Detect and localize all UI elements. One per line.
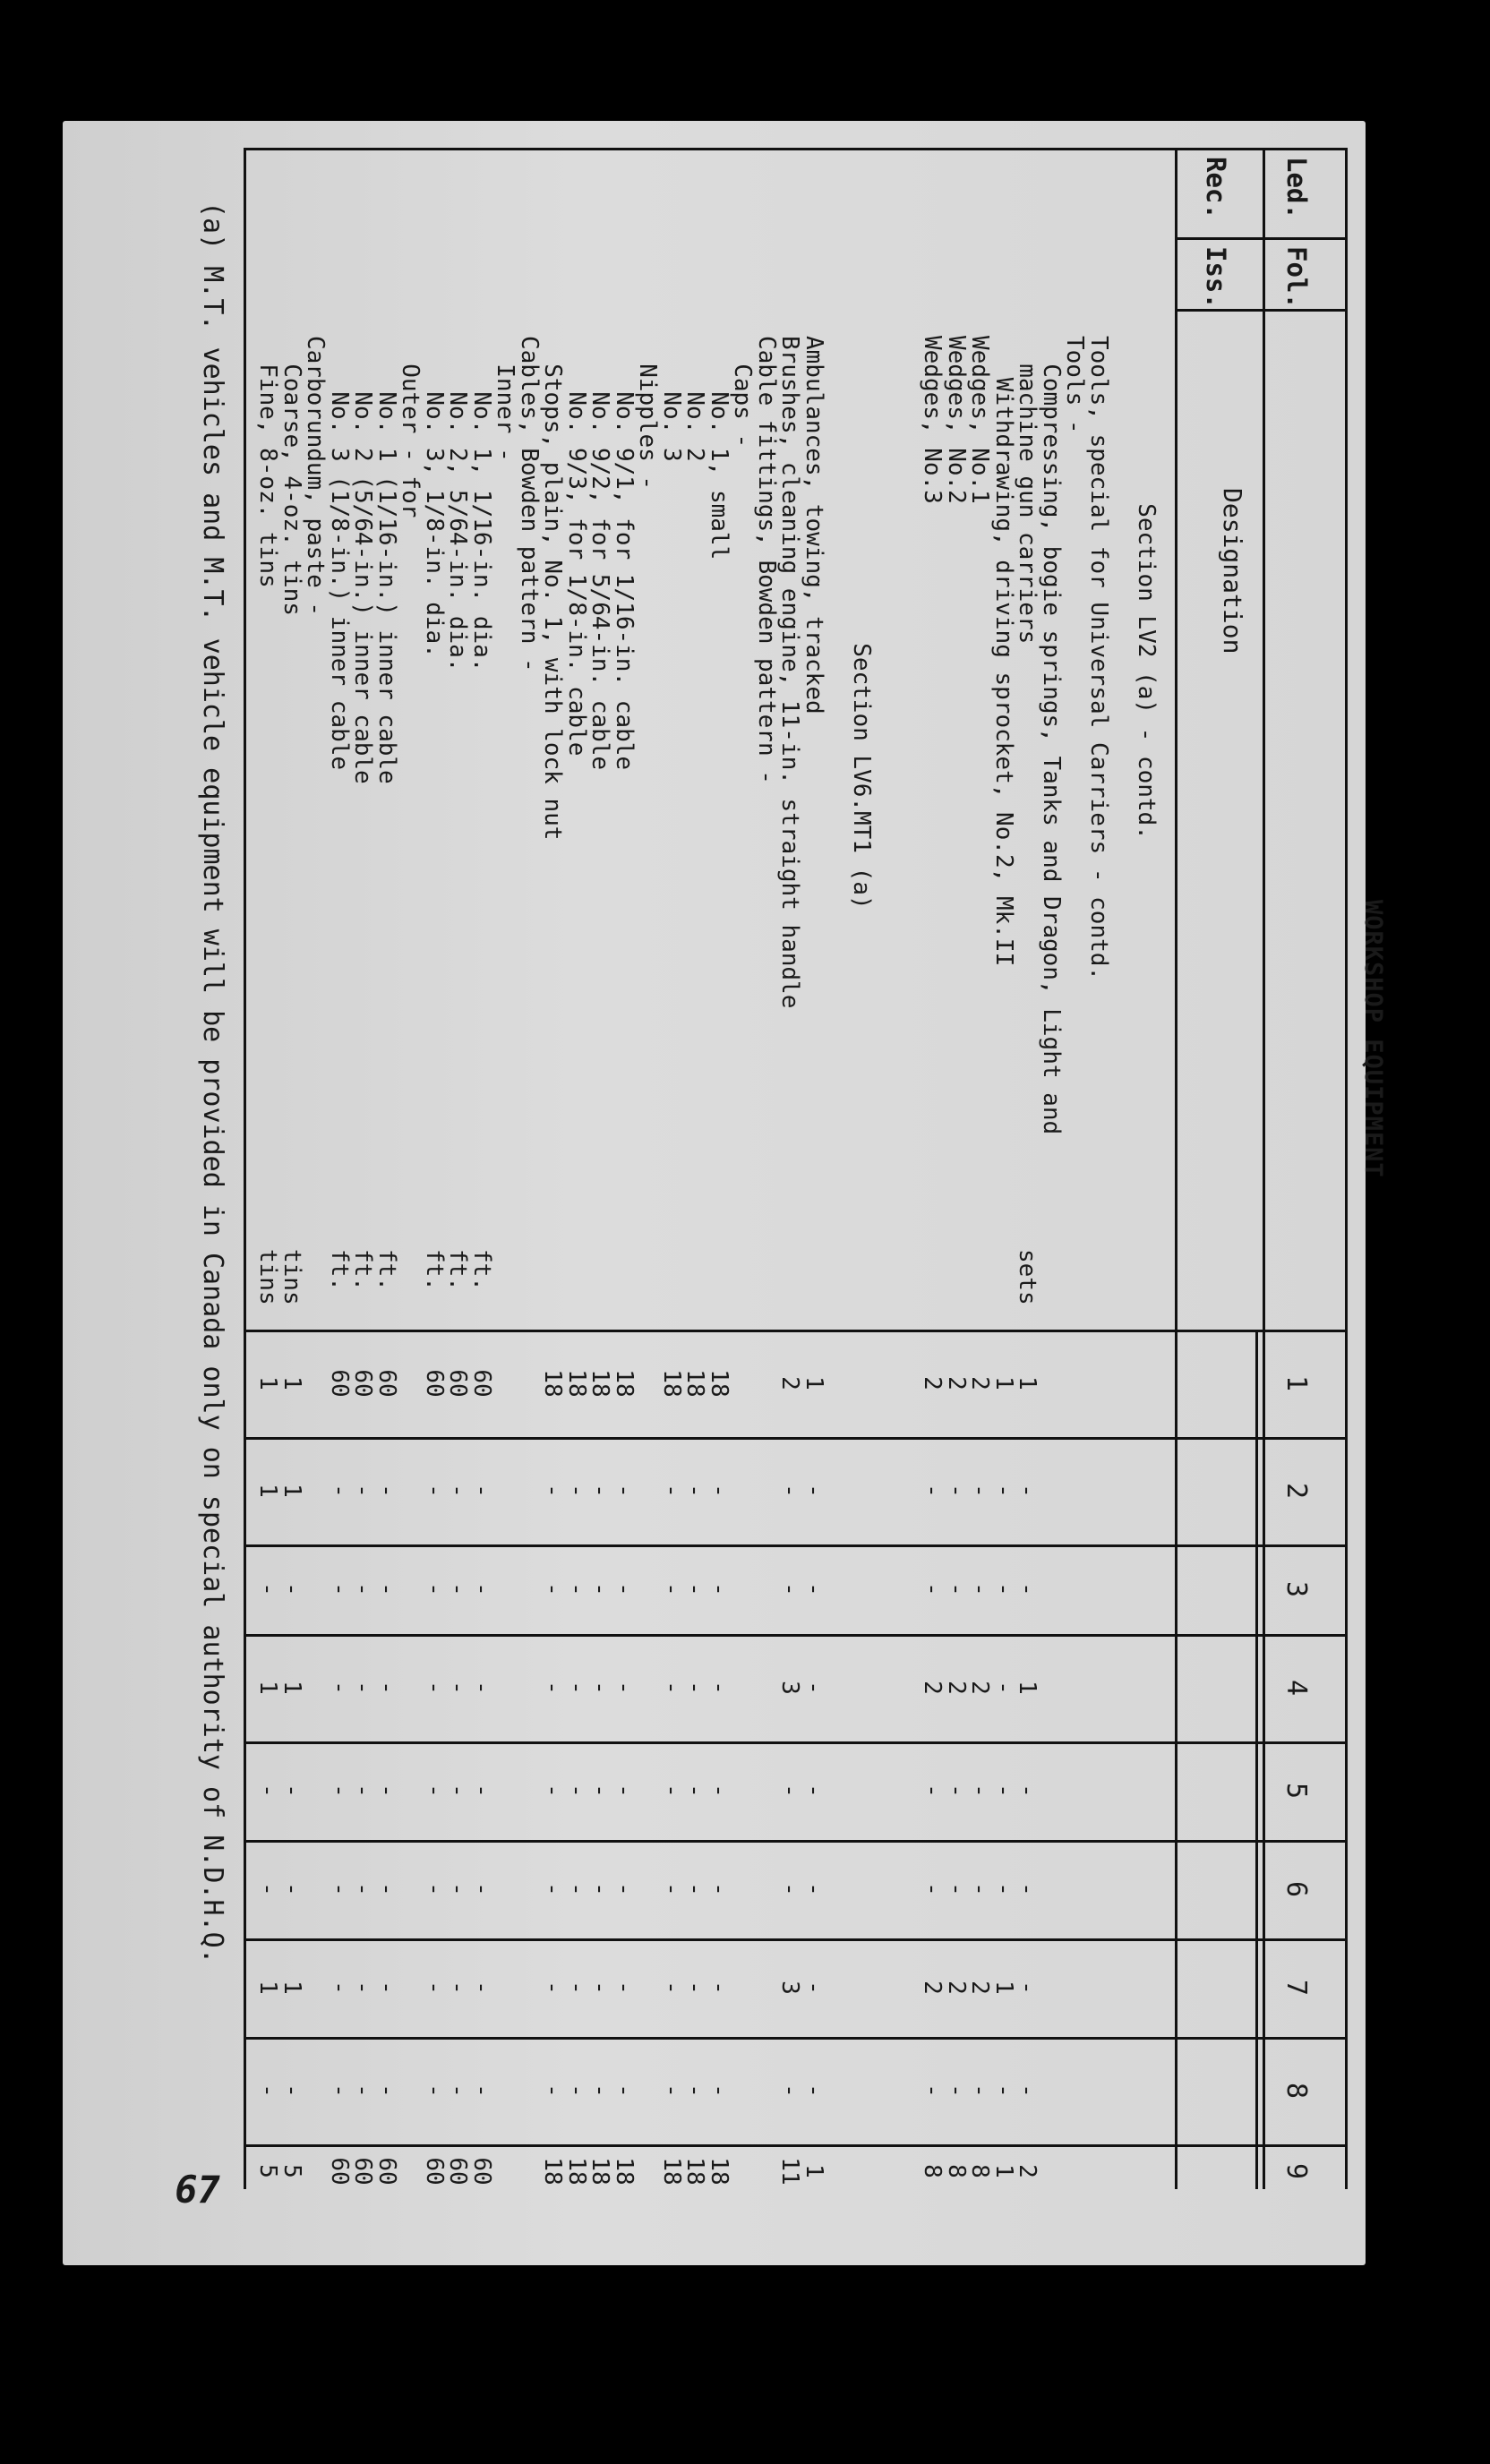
quantity-cell: 2 (1014, 2164, 1041, 2178)
quantity-cell: - (563, 1681, 590, 1695)
ledger-column-rule (246, 148, 1348, 150)
quantity-cell: 2 (776, 1376, 804, 1390)
quantity-cell: - (326, 1882, 353, 1896)
designation-text: No. 2 (5/64-in.) inner cable (349, 391, 377, 784)
quantity-cell: - (966, 1484, 994, 1498)
quantity-cell: - (1014, 1882, 1041, 1896)
quantity-cell: - (349, 1484, 377, 1498)
designation-text: Cables, Bowden pattern - (516, 336, 543, 672)
unit-text: ft. (326, 1249, 353, 1291)
quantity-cell: - (801, 1981, 827, 1995)
quantity-cell: 18 (611, 1369, 638, 1398)
designation-text: No. 2 (681, 391, 709, 462)
quantity-cell: - (444, 1784, 472, 1798)
quantity-cell: 1 (801, 2164, 827, 2178)
quantity-cell: 5 (254, 2164, 282, 2178)
quantity-cell: - (326, 1681, 353, 1695)
quantity-cell: - (801, 1882, 827, 1896)
quantity-cell: 1 (1014, 1376, 1041, 1390)
column-header-9: 9 (1280, 2162, 1312, 2180)
quantity-cell: - (444, 1582, 472, 1596)
quantity-cell: 18 (587, 1369, 614, 1398)
quantity-cell: - (776, 1882, 804, 1896)
quantity-cell: 18 (563, 2157, 590, 2186)
quantity-cell: - (658, 1484, 685, 1498)
quantity-cell: 18 (611, 2157, 638, 2186)
quantity-cell: - (919, 2083, 946, 2098)
quantity-cell: - (706, 1981, 732, 1995)
page-number: 67 (175, 2167, 220, 2212)
quantity-cell: - (326, 1784, 353, 1798)
quantity-cell: 1 (254, 1484, 282, 1498)
col-rule-4 (246, 1634, 1348, 1637)
quantity-cell: 5 (278, 2164, 305, 2178)
quantity-cell: 60 (421, 2157, 448, 2186)
quantity-cell: - (611, 1882, 638, 1896)
quantity-cell: - (658, 2083, 685, 2098)
quantity-cell: - (539, 2083, 567, 2098)
column-header-8: 8 (1280, 2082, 1312, 2100)
quantity-cell: - (966, 1882, 994, 1896)
quantity-cell: 3 (776, 1981, 804, 1995)
quantity-cell: - (990, 1484, 1017, 1498)
quantity-cell: 60 (468, 1369, 495, 1398)
quantity-cell: - (990, 1681, 1017, 1695)
quantity-cell: - (943, 1484, 970, 1498)
quantity-cell: 60 (349, 2157, 377, 2186)
designation-text: Wedges, No.2 (943, 336, 970, 504)
quantity-cell: - (681, 1484, 709, 1498)
header-rule (1263, 148, 1265, 2189)
quantity-cell: 60 (373, 1369, 400, 1398)
designation-text: Wedges, No.3 (919, 336, 946, 504)
unit-text: ft. (349, 1249, 377, 1291)
quantity-cell: - (539, 1981, 567, 1995)
column-header-6: 6 (1280, 1880, 1312, 1898)
column-header-2: 2 (1280, 1482, 1312, 1500)
quantity-cell: - (421, 1981, 448, 1995)
col-rule-6 (246, 1840, 1348, 1843)
quantity-cell: - (349, 1784, 377, 1798)
designation-text: No. 3 (658, 391, 685, 462)
column-header-3: 3 (1280, 1580, 1312, 1598)
quantity-cell: 18 (706, 1369, 732, 1398)
quantity-cell: - (373, 1582, 400, 1596)
quantity-cell: - (706, 2083, 732, 2098)
designation-text: Brushes, cleaning engine, 11-in. straight handle (776, 336, 804, 1009)
quantity-cell: - (349, 1582, 377, 1596)
designation-text: Compressing, bogie springs, Tanks and Dragon, Light and (1038, 364, 1065, 1135)
quantity-cell: 1 (278, 1681, 305, 1695)
quantity-cell: - (966, 1582, 994, 1596)
quantity-cell: - (587, 1484, 614, 1498)
quantity-cell: 1 (990, 2164, 1017, 2178)
quantity-cell: - (706, 1681, 732, 1695)
column-header-4: 4 (1280, 1679, 1312, 1697)
quantity-cell: 2 (919, 1376, 946, 1390)
quantity-cell: - (943, 1582, 970, 1596)
fol-label: Fol. (1281, 246, 1312, 309)
quantity-cell: 1 (254, 1376, 282, 1390)
quantity-cell: 3 (776, 1681, 804, 1695)
quantity-cell: - (421, 1882, 448, 1896)
quantity-cell: 2 (943, 1981, 970, 1995)
quantity-cell: - (421, 1484, 448, 1498)
quantity-cell: - (1014, 1784, 1041, 1798)
col-rule-2 (246, 1437, 1348, 1440)
quantity-cell: - (706, 1784, 732, 1798)
quantity-cell: 1 (1014, 1681, 1041, 1695)
quantity-cell: - (587, 1582, 614, 1596)
quantity-cell: - (681, 1784, 709, 1798)
designation-text: No. 2, 5/64-in. dia. (444, 391, 472, 672)
quantity-cell: - (1014, 1484, 1041, 1498)
designation-text: Carborundum, paste - (302, 336, 330, 617)
unit-text: sets (1014, 1249, 1041, 1305)
quantity-cell: 60 (326, 2157, 353, 2186)
quantity-cell: - (563, 1784, 590, 1798)
designation-text: Withdrawing, driving sprocket, No.2, Mk.II (990, 377, 1017, 967)
quantity-cell: 2 (919, 1981, 946, 1995)
quantity-cell: - (966, 2083, 994, 2098)
col-rule-5 (246, 1741, 1348, 1744)
quantity-cell: - (801, 1582, 827, 1596)
quantity-cell: - (990, 1784, 1017, 1798)
quantity-cell: - (468, 1484, 495, 1498)
quantity-cell: - (563, 2083, 590, 2098)
quantity-cell: 1 (254, 1981, 282, 1995)
col-rule-3 (246, 1544, 1348, 1547)
quantity-cell: - (681, 1582, 709, 1596)
quantity-cell: - (254, 1784, 282, 1798)
quantity-cell: - (444, 2083, 472, 2098)
quantity-cell: - (658, 1784, 685, 1798)
designation-rule (1175, 148, 1177, 2189)
quantity-cell: - (468, 1784, 495, 1798)
top-border (1345, 148, 1348, 2189)
quantity-cell: - (373, 1882, 400, 1896)
quantity-cell: 8 (966, 2164, 994, 2178)
quantity-cell: - (658, 1681, 685, 1695)
col-rule-7 (246, 1938, 1348, 1941)
designation-header: Designation (1218, 488, 1247, 654)
quantity-cell: 18 (563, 1369, 590, 1398)
quantity-cell: 2 (966, 1981, 994, 1995)
quantity-cell: 1 (254, 1681, 282, 1695)
quantity-cell: - (373, 1681, 400, 1695)
quantity-cell: - (966, 1784, 994, 1798)
quantity-cell: - (349, 1681, 377, 1695)
quantity-cell: - (539, 1681, 567, 1695)
quantity-cell: - (801, 1784, 827, 1798)
quantity-cell: - (681, 1882, 709, 1896)
quantity-cell: 2 (919, 1681, 946, 1695)
quantity-cell: - (611, 1981, 638, 1995)
quantity-cell: - (421, 1784, 448, 1798)
quantity-cell: 60 (468, 2157, 495, 2186)
quantity-cell: - (706, 1882, 732, 1896)
quantity-cell: 18 (658, 2157, 685, 2186)
quantity-cell: - (539, 1484, 567, 1498)
quantity-cell: - (1014, 1981, 1041, 1995)
quantity-cell: - (801, 1484, 827, 1498)
quantity-cell: - (278, 1882, 305, 1896)
quantity-cell: 2 (966, 1376, 994, 1390)
quantity-cell: 60 (326, 1369, 353, 1398)
quantity-cell: 18 (658, 1369, 685, 1398)
quantity-cell: - (444, 1484, 472, 1498)
designation-text: Caps - (729, 364, 757, 449)
quantity-cell: - (468, 1882, 495, 1896)
quantity-cell: - (919, 1582, 946, 1596)
folio-column-rule (1177, 237, 1348, 240)
quantity-cell: - (1014, 1582, 1041, 1596)
column-header-1: 1 (1280, 1374, 1312, 1392)
quantity-cell: - (468, 1981, 495, 1995)
unit-text: ft. (421, 1249, 448, 1291)
quantity-cell: 11 (776, 2157, 804, 2186)
designation-text: Cable fittings, Bowden pattern - (753, 336, 780, 784)
quantity-cell: - (681, 1981, 709, 1995)
quantity-cell: - (801, 1681, 827, 1695)
quantity-cell: - (326, 1484, 353, 1498)
designation-text: Fine, 8-oz. tins (254, 364, 282, 588)
quantity-cell: - (326, 2083, 353, 2098)
quantity-cell: - (776, 2083, 804, 2098)
quantity-cell: - (468, 1681, 495, 1695)
unit-text: tins (254, 1249, 282, 1305)
designation-text: Ambulances, towing, tracked (801, 336, 827, 714)
rec-label: Rec. (1201, 157, 1231, 219)
designation-text: Inner - (492, 364, 519, 462)
rotated-page (130, 148, 1387, 2212)
bottom-border (244, 148, 246, 2189)
numbers-rule (1255, 1330, 1258, 2189)
quantity-cell: - (587, 1981, 614, 1995)
quantity-cell: - (990, 1582, 1017, 1596)
designation-text: Section LV2 (a) - contd. (1133, 503, 1160, 840)
designation-text: Wedges, No.1 (966, 336, 994, 504)
quantity-cell: - (990, 1882, 1017, 1896)
designation-text: No. 1 (1/16-in.) inner cable (373, 391, 400, 784)
quantity-cell: 18 (539, 1369, 567, 1398)
quantity-cell: - (801, 2083, 827, 2098)
document-title: WORKSHOP EQUIPMENT (1359, 900, 1387, 1178)
quantity-cell: 18 (681, 1369, 709, 1398)
quantity-cell: - (776, 1582, 804, 1596)
designation-text: Stops, plain, No. 1, with lock nut (539, 364, 567, 841)
quantity-cell: 18 (706, 2157, 732, 2186)
quantity-cell: 8 (943, 2164, 970, 2178)
quantity-cell: - (278, 1784, 305, 1798)
quantity-cell: 60 (444, 1369, 472, 1398)
quantity-cell: - (587, 1784, 614, 1798)
quantity-cell: - (563, 1582, 590, 1596)
quantity-cell: - (421, 1582, 448, 1596)
quantity-cell: - (539, 1582, 567, 1596)
designation-text: Outer - for (397, 364, 424, 518)
unit-text: ft. (373, 1249, 400, 1291)
quantity-cell: - (1014, 2083, 1041, 2098)
quantity-cell: - (919, 1784, 946, 1798)
scanned-sheet (63, 121, 1387, 2265)
quantity-cell: - (611, 2083, 638, 2098)
quantity-cell: - (278, 2083, 305, 2098)
designation-text: Section LV6.MT1 (a) (848, 643, 875, 910)
quantity-cell: - (254, 1882, 282, 1896)
quantity-cell: - (563, 1981, 590, 1995)
quantity-cell: - (563, 1484, 590, 1498)
quantity-cell: 60 (444, 2157, 472, 2186)
designation-text: Tools - (1061, 336, 1089, 434)
quantity-cell: - (254, 2083, 282, 2098)
quantity-cell: - (254, 1582, 282, 1596)
quantity-cell: - (681, 1681, 709, 1695)
quantity-cell: 1 (990, 1981, 1017, 1995)
quantity-cell: 8 (919, 2164, 946, 2178)
quantity-cell: - (349, 1981, 377, 1995)
quantity-cell: - (587, 2083, 614, 2098)
designation-text: Tools, special for Universal Carriers - contd. (1085, 336, 1112, 981)
quantity-cell: - (421, 2083, 448, 2098)
quantity-cell: - (611, 1582, 638, 1596)
designation-text: No. 9/1, for 1/16-in. cable (611, 391, 638, 771)
designation-text: No. 1, 1/16-in. dia. (468, 391, 495, 672)
designation-text: No. 9/2, for 5/64-in. cable (587, 391, 614, 771)
quantity-cell: 1 (278, 1981, 305, 1995)
quantity-cell: - (349, 2083, 377, 2098)
led-label: Led. (1281, 157, 1312, 219)
quantity-cell: - (349, 1882, 377, 1896)
column-header-5: 5 (1280, 1782, 1312, 1800)
designation-text: No. 1, small (706, 391, 732, 560)
quantity-cell: - (990, 2083, 1017, 2098)
quantity-cell: - (444, 1681, 472, 1695)
quantity-cell: - (611, 1484, 638, 1498)
quantity-cell: 60 (421, 1369, 448, 1398)
quantity-cell: - (326, 1981, 353, 1995)
quantity-cell: - (706, 1582, 732, 1596)
unit-text: tins (278, 1249, 305, 1305)
quantity-cell: - (587, 1681, 614, 1695)
quantity-cell: - (373, 1484, 400, 1498)
quantity-cell: - (658, 1582, 685, 1596)
quantity-cell: - (373, 1981, 400, 1995)
col-rule-8 (246, 2037, 1348, 2040)
quantity-cell: 2 (943, 1376, 970, 1390)
quantity-cell: 2 (966, 1681, 994, 1695)
quantity-cell: - (444, 1882, 472, 1896)
quantity-cell: - (658, 1981, 685, 1995)
quantity-cell: 1 (801, 1376, 827, 1390)
designation-text: Coarse, 4-oz. tins (278, 364, 305, 616)
designation-text: No. 3, 1/8-in. dia. (421, 391, 448, 658)
quantity-cell: 60 (349, 1369, 377, 1398)
quantity-cell: - (943, 1882, 970, 1896)
quantity-cell: - (943, 2083, 970, 2098)
column-header-7: 7 (1280, 1979, 1312, 1997)
quantity-cell: - (444, 1981, 472, 1995)
quantity-cell: 60 (373, 2157, 400, 2186)
designation-text: No. 3 (1/8-in.) inner cable (326, 391, 353, 771)
col-rule-1 (246, 1330, 1348, 1332)
quantity-cell: - (776, 1484, 804, 1498)
quantity-cell: - (563, 1882, 590, 1896)
unit-text: ft. (468, 1249, 495, 1291)
designation-text: No. 9/3, for 1/8-in. cable (563, 391, 590, 757)
quantity-cell: - (373, 2083, 400, 2098)
quantity-cell: - (706, 1484, 732, 1498)
quantity-cell: 1 (990, 1376, 1017, 1390)
quantity-cell: - (373, 1784, 400, 1798)
quantity-cell: - (611, 1681, 638, 1695)
quantity-cell: - (776, 1784, 804, 1798)
quantity-cell: 18 (681, 2157, 709, 2186)
quantity-cell: - (611, 1784, 638, 1798)
designation-text: machine gun carriers (1014, 364, 1041, 645)
quantity-cell: - (539, 1784, 567, 1798)
quantity-cell: - (278, 1582, 305, 1596)
quantity-cell: - (539, 1882, 567, 1896)
unit-text: ft. (444, 1249, 472, 1291)
quantity-cell: - (587, 1882, 614, 1896)
quantity-cell: - (468, 2083, 495, 2098)
quantity-cell: 18 (539, 2157, 567, 2186)
quantity-cell: - (421, 1681, 448, 1695)
footnote: (a) M.T. vehicles and M.T. vehicle equipment will be provided in Canada only on special authority of N.D.H.Q. (197, 201, 228, 1964)
quantity-cell: - (658, 1882, 685, 1896)
quantity-cell: - (943, 1784, 970, 1798)
quantity-cell: - (468, 1582, 495, 1596)
iss-label: Iss. (1201, 246, 1231, 309)
rec-iss-rule (1177, 309, 1348, 312)
quantity-cell: - (681, 2083, 709, 2098)
quantity-cell: 1 (278, 1484, 305, 1498)
designation-text: Nipples - (634, 364, 662, 491)
quantity-cell: 1 (278, 1376, 305, 1390)
quantity-cell: - (326, 1582, 353, 1596)
quantity-cell: - (919, 1484, 946, 1498)
quantity-cell: 18 (587, 2157, 614, 2186)
quantity-cell: - (919, 1882, 946, 1896)
quantity-cell: 2 (943, 1681, 970, 1695)
